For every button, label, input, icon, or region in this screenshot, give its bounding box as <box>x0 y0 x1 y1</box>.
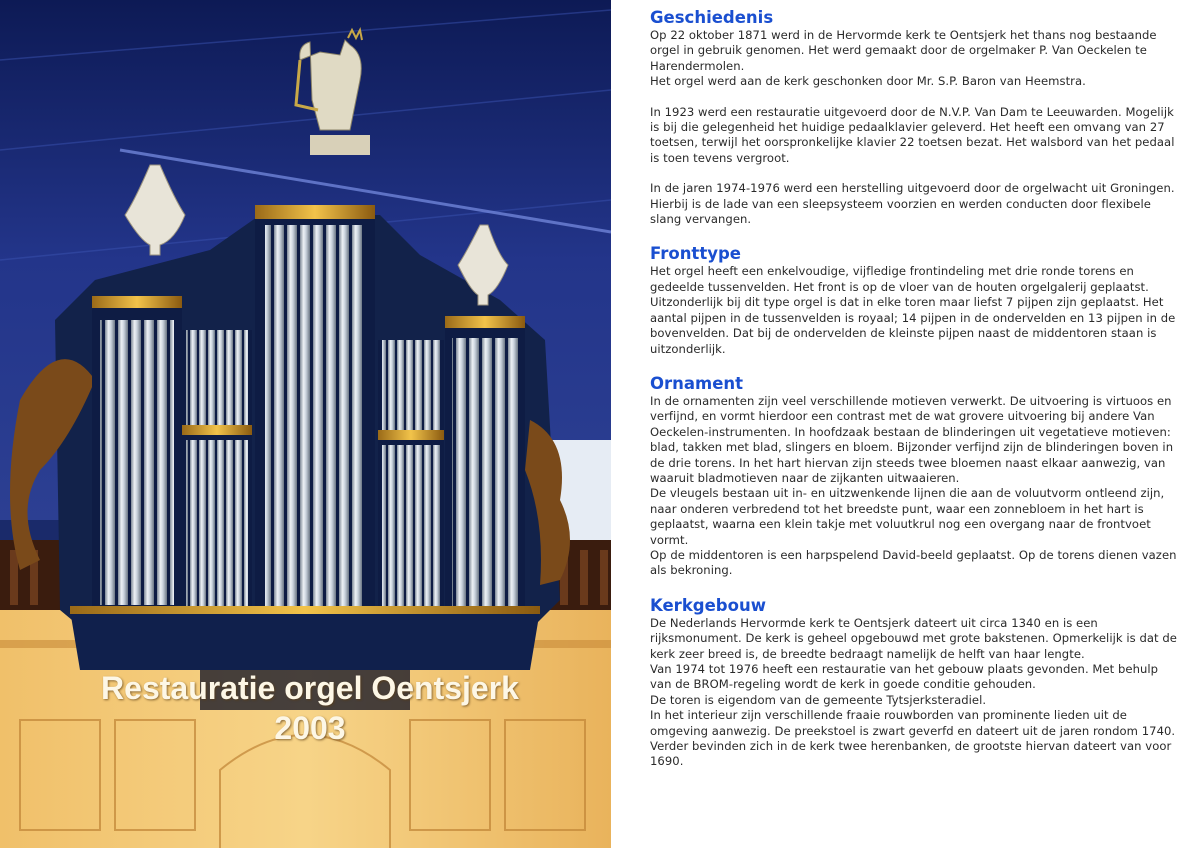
fronttype-paragraph-1: Het orgel heeft een enkelvoudige, vijfledige frontindeling met drie ronde torens en gedeelde tussenvelden. Het front is op de vloer van de houten orgelgalerij geplaatst. Uitzonderlijk bij dit type orgel is dat in elke toren maar liefst 7 pijpen zijn geplaatst. Het aantal pijpen in de tussenvelden is royaal; 14 pijpen in de ondervelden en 13 pijpen in de bovenvelden. Dat bij de ondervelden de kleinste pijpen naast de middentoren staan is uitzonderlijk. <box>650 264 1176 356</box>
kerkgebouw-paragraph-3: De toren is eigendom van de gemeente Tytsjerksteradiel. <box>650 692 987 707</box>
ornament-paragraph-3: Op de middentoren is een harpspelend David-beeld geplaatst. Op de torens dienen vazen als bekroning. <box>650 547 1177 578</box>
kerkgebouw-paragraph-4: In het interieur zijn verschillende fraaie rouwborden van prominente lieden uit de omgeving aanwezig. De preekstoel is zwart geverfd en dateert uit de jaren rondom 1740. Verder bevinden zich in de kerk twee herenbanken, de grootste hiervan dateert van voor 1690. <box>650 708 1176 769</box>
section-ornament <box>650 374 1182 579</box>
geschiedenis-paragraph-4: In de jaren 1974-1976 werd een herstelling uitgevoerd door de orgelwacht uit Groningen. Hierbij is de lade van een sleepsysteem voorzien en werden conducten door flexibele slang vervangen. <box>650 181 1175 227</box>
section-geschiedenis <box>650 8 1182 227</box>
heading-fronttype: Fronttype <box>650 244 741 264</box>
cover-title-line-1: Restauratie orgel Oentsjerk <box>101 670 519 706</box>
heading-ornament: Ornament <box>650 373 744 393</box>
heading-kerkgebouw: Kerkgebouw <box>650 595 766 615</box>
section-kerkgebouw <box>650 596 1182 770</box>
geschiedenis-paragraph-2: Het orgel werd aan de kerk geschonken door Mr. S.P. Baron van Heemstra. <box>650 74 1086 89</box>
ornament-paragraph-2: De vleugels bestaan uit in- en uitzwenkende lijnen die aan de voluutvorm ontleend zijn, naar onderen verbredend tot het breedste punt, waar een zonnebloem in het hart is geplaatst, waarna een klein takje met voluutkrul nog een overgang naar de frontvoet vormt. <box>650 486 1165 547</box>
geschiedenis-paragraph-3: In 1923 werd een restauratie uitgevoerd door de N.V.P. Van Dam te Leeuwarden. Mogelijk is bij die gelegenheid het huidige pedaalklavier geleverd. Het heeft een omvang van 27 toetsen, terwijl het oorspronkelijke klavier 22 toetsen bezat. Het walsbord van het pedaal is toen tevens vergroot. <box>650 104 1175 165</box>
kerkgebouw-paragraph-1: De Nederlands Hervormde kerk te Oentsjerk dateert uit circa 1340 en is een rijksmonument. De kerk is geheel opgebouwd met grote bakstenen. Opmerkelijk is dat de kerk zeer breed is, de breedte bedraagt namelijk de helft van haar lengte. <box>650 615 1177 661</box>
cover-title <box>0 668 611 748</box>
geschiedenis-paragraph-1: Op 22 oktober 1871 werd in de Hervormde kerk te Oentsjerk het thans nog bestaande orgel in gebruik genomen. Het werd gemaakt door de orgelmaker P. Van Oeckelen te Harendermolen. <box>650 28 1157 73</box>
kerkgebouw-paragraph-2: Van 1974 tot 1976 heeft een restauratie van het gebouw plaats gevonden. Met behulp van de BROM-regeling wordt de kerk in goede conditie gehouden. <box>650 662 1159 692</box>
text-panel <box>650 8 1182 844</box>
heading-geschiedenis: Geschiedenis <box>650 8 774 27</box>
section-fronttype <box>650 244 1182 356</box>
ornament-paragraph-1: In de ornamenten zijn veel verschillende motieven verwerkt. De uitvoering is virtuoos en verfijnd, en vormt hierdoor een contrast met de wat grovere uitvoering bij andere Van Oeckelen-instrumenten. In hoofdzaak bestaan de blinderingen uit vegetatieve motieven: blad, takken met blad, slingers en bloem. Bijzonder verfijnd zijn de blinderingen boven in de drie torens. In het hart hiervan zijn steeds twee bloemen naast elkaar aanwezig, van waaruit bladmotieven naar de zijkanten uitwaaieren. <box>650 393 1174 485</box>
cover-title-line-2: 2003 <box>274 710 346 746</box>
